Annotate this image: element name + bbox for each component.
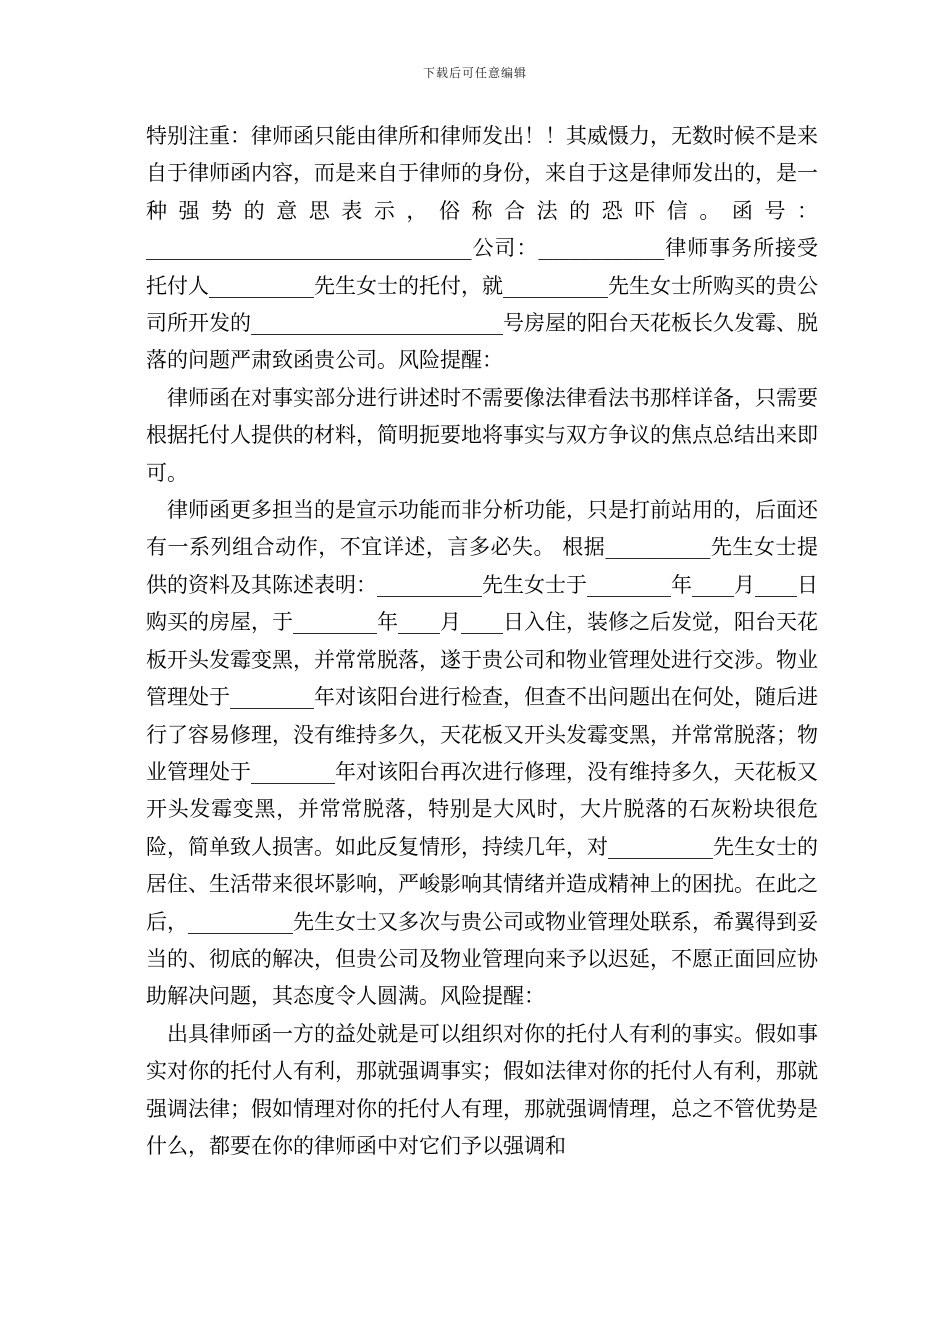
paragraph-facts: 律师函更多担当的是宣示功能而非分析功能，只是打前站用的，后面还有一系列组合动作，不宜详述，言多必失。 根据__________先生女士提供的资料及其陈述表明：__________先生女士于________年____月____日购买的房屋，于________年____月____日入住，装修之后发觉，阳台天花板开头发霉变黑，并常常脱落，遂于贵公司和物业管理处进行交涉。物业管理处于________年对该阳台进行检查，但查不出问题出在何处，随后进行了容易修理，没有维持多久，天花板又开头发霉变黑，并常常脱落；物业管理处于________年对该阳台再次进行修理，没有维持多久，天花板又开头发霉变黑，并常常脱落，特别是大风时，大片脱落的石灰粉块很危险，简单致人损害。如此反复情形，持续几年，对__________先生女士的居住、生活带来很坏影响，严峻影响其情绪并造成精神上的困扰。在此之后，__________先生女士又多次与贵公司或物业管理处联系，希翼得到妥当的、彻底的解决，但贵公司及物业管理向来予以迟延，不愿正面回应协助解决问题，其态度令人圆满。风险提醒：	[146, 498, 818, 1009]
paragraph-risk-note-2: 出具律师函一方的益处就是可以组织对你的托付人有利的事实。假如事实对你的托付人有利，那就强调事实；假如法律对你的托付人有利，那就强调法律；假如情理对你的托付人有理，那就强调情理，总之不管优势是什么，都要在你的律师函中对它们予以强调和	[146, 1021, 818, 1158]
page-header: 下载后可任意编辑	[422, 66, 527, 80]
document-body	[146, 118, 818, 1165]
paragraph-risk-note-1: 律师函在对事实部分进行讲述时不需要像法律看法书那样详备，只需要根据托付人提供的材料，简明扼要地将事实与双方争议的焦点总结出来即可。	[146, 385, 818, 485]
paragraph-intro: 特别注重：律师函只能由律所和律师发出！！其威慑力，无数时候不是来自于律师函内容，而是来自于律师的身份，来自于这是律师发出的，是一种强势的意思表示，俗称合法的恐吓信。函号：_______________________________公司：____________律师事务所接受托付人__________先生女士的托付，就__________先生女士所购买的贵公司所开发的________________________号房屋的阳台天花板长久发霉、脱落的问题严肃致函贵公司。风险提醒：	[146, 124, 818, 373]
